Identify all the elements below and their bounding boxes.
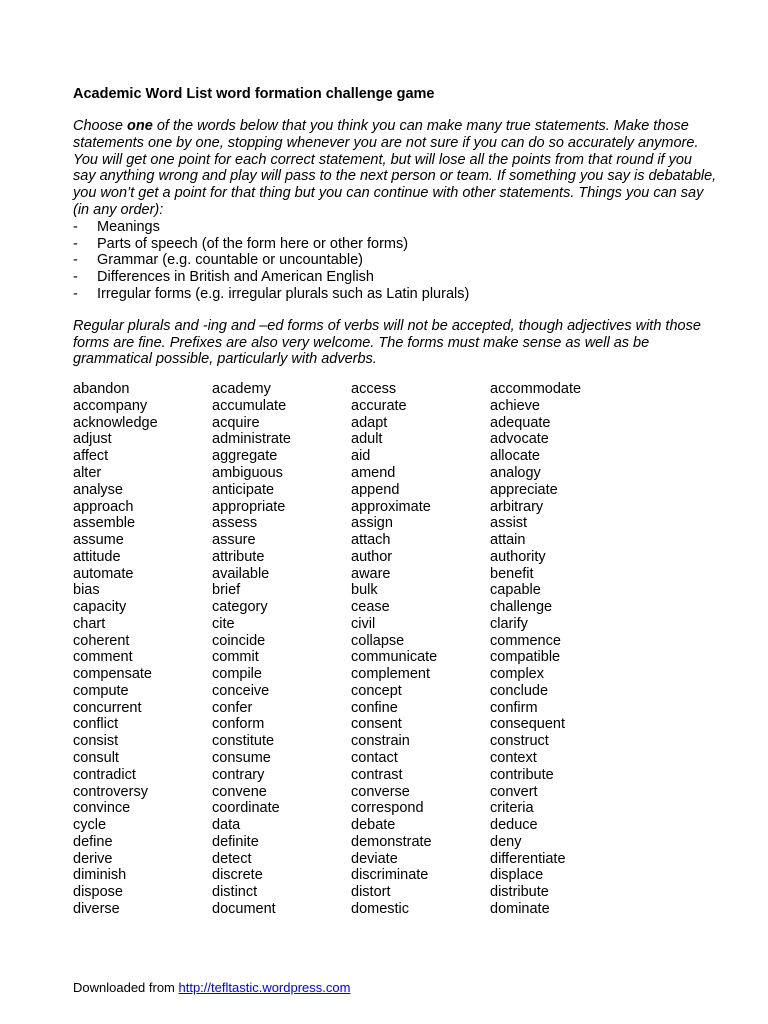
word-item: debate xyxy=(351,817,396,834)
word-item: attain xyxy=(490,532,526,549)
word-item: advocate xyxy=(490,431,549,448)
word-item: consent xyxy=(351,716,402,733)
word-item: displace xyxy=(490,867,544,884)
word-item: constrain xyxy=(351,733,410,750)
statement-types-list xyxy=(73,219,718,303)
word-item: approximate xyxy=(351,498,431,515)
rules-paragraph: Regular plurals and -ing and –ed forms of verbs will not be accepted, though adjectives with those forms are fine. Prefixes are also very welcome. The forms must make sense as well as be grammatical possible, particularly with adverbs. xyxy=(73,317,701,368)
word-item: capable xyxy=(490,582,541,599)
word-item: convince xyxy=(73,800,131,817)
footer-link[interactable]: http://tefltastic.wordpress.com xyxy=(178,980,351,995)
word-item: comment xyxy=(73,649,133,666)
word-item: correspond xyxy=(351,800,424,817)
intro-after: of the words below that you think you can make many true statements. Make those statements one by one, stopping whenever you are not sure if you can do so accurately anymore. You will get one point for each correct statement, but will lose all the points from that round if you say anything wrong and play will pass to the next person or team. If something you say is debatable, you won’t get a point for that thing but you can continue with other statements. Things you can say (in any order): xyxy=(73,118,717,218)
word-item: aid xyxy=(351,448,371,465)
word-item: derive xyxy=(73,850,113,867)
word-item: anticipate xyxy=(212,481,275,498)
word-item: distinct xyxy=(212,884,258,901)
word-item: affect xyxy=(73,448,109,465)
word-item: conform xyxy=(212,716,265,733)
word-item: assure xyxy=(212,532,256,549)
list-marker: - xyxy=(73,252,78,269)
word-item: coincide xyxy=(212,632,266,649)
footer-prefix: Downloaded from xyxy=(73,980,179,995)
word-item: conceive xyxy=(212,682,270,699)
word-item: definite xyxy=(212,833,259,850)
word-item: assume xyxy=(73,532,124,549)
list-item-text: Meanings xyxy=(97,218,160,235)
word-item: category xyxy=(212,599,268,616)
word-item: contrary xyxy=(212,766,265,783)
word-item: concurrent xyxy=(73,699,142,716)
word-item: consume xyxy=(212,750,271,766)
word-item: contact xyxy=(351,750,398,766)
word-item: contribute xyxy=(490,766,554,783)
document-page xyxy=(73,85,718,918)
list-item xyxy=(73,252,718,269)
word-item: adequate xyxy=(490,414,551,431)
word-item: deduce xyxy=(490,817,538,834)
word-item: challenge xyxy=(490,599,553,616)
word-item: abandon xyxy=(73,381,130,398)
word-item: assign xyxy=(351,515,393,532)
word-item: confer xyxy=(212,699,253,716)
word-item: achieve xyxy=(490,397,540,414)
word-item: cycle xyxy=(73,817,107,834)
word-item: deviate xyxy=(351,850,398,867)
word-item: aggregate xyxy=(212,448,278,465)
word-item: administrate xyxy=(212,431,291,448)
word-item: compatible xyxy=(490,649,561,666)
word-item: append xyxy=(351,481,400,498)
word-item: acquire xyxy=(212,414,260,431)
word-item: complex xyxy=(490,666,544,683)
word-item: analyse xyxy=(73,481,123,498)
word-item: accompany xyxy=(73,397,148,414)
list-item xyxy=(73,219,718,236)
word-item: bulk xyxy=(351,582,378,599)
word-grid xyxy=(73,381,718,918)
word-item: accumulate xyxy=(212,397,287,414)
intro-emphasis: one xyxy=(127,118,153,134)
intro-paragraph xyxy=(73,118,718,219)
word-item: amend xyxy=(351,464,396,481)
list-item-text: Grammar (e.g. countable or uncountable) xyxy=(97,252,363,269)
word-item: controversy xyxy=(73,783,148,800)
word-item: attribute xyxy=(212,548,265,565)
word-item: consequent xyxy=(490,716,565,733)
word-item: access xyxy=(351,381,397,398)
word-item: detect xyxy=(212,850,252,867)
word-item: compute xyxy=(73,682,129,699)
list-item-text: Differences in British and American English xyxy=(97,269,374,286)
word-item: context xyxy=(490,750,537,766)
word-item: adapt xyxy=(351,414,388,431)
list-item-text: Parts of speech (of the form here or other forms) xyxy=(97,235,409,252)
word-item: complement xyxy=(351,666,430,683)
word-item: coherent xyxy=(73,632,130,649)
word-item: approach xyxy=(73,498,134,515)
word-item: confine xyxy=(351,699,398,716)
page-title: Academic Word List word formation challenge game xyxy=(73,86,435,102)
word-item: capacity xyxy=(73,599,127,616)
word-item: conflict xyxy=(73,716,119,733)
word-item: discriminate xyxy=(351,867,429,884)
word-item: define xyxy=(73,833,113,850)
word-item: chart xyxy=(73,615,106,632)
word-item: ambiguous xyxy=(212,464,283,481)
intro-before: Choose xyxy=(73,118,128,134)
word-item: consist xyxy=(73,733,119,750)
word-item: collapse xyxy=(351,632,405,649)
word-item: accommodate xyxy=(490,381,582,398)
word-item: allocate xyxy=(490,448,540,465)
list-marker: - xyxy=(73,269,78,286)
word-item: civil xyxy=(351,615,376,632)
list-item-text: Irregular forms (e.g. irregular plurals such as Latin plurals) xyxy=(97,285,470,302)
word-item: arbitrary xyxy=(490,498,544,515)
word-item: assist xyxy=(490,515,528,532)
word-item: bias xyxy=(73,582,100,599)
list-marker: - xyxy=(73,285,78,302)
word-item: clarify xyxy=(490,615,528,632)
word-item: alter xyxy=(73,464,102,481)
word-item: convene xyxy=(212,783,267,800)
word-item: appropriate xyxy=(212,498,286,515)
word-item: brief xyxy=(212,582,241,599)
word-item: discrete xyxy=(212,867,263,884)
word-item: cease xyxy=(351,599,390,616)
word-item: communicate xyxy=(351,649,438,666)
word-item: acknowledge xyxy=(73,414,158,431)
footer xyxy=(73,980,350,996)
word-item: available xyxy=(212,565,270,582)
word-item: contradict xyxy=(73,766,136,783)
word-item: coordinate xyxy=(212,800,280,817)
word-item: attitude xyxy=(73,548,121,565)
word-item: diverse xyxy=(73,900,120,917)
word-item: automate xyxy=(73,565,134,582)
word-item: dominate xyxy=(490,900,550,917)
word-item: distort xyxy=(351,884,391,901)
word-item: conclude xyxy=(490,682,549,699)
list-marker: - xyxy=(73,235,78,252)
word-item: contrast xyxy=(351,766,403,783)
word-item: authority xyxy=(490,548,546,565)
list-item xyxy=(73,269,718,286)
word-item: criteria xyxy=(490,800,534,817)
word-item: author xyxy=(351,548,393,565)
word-item: differentiate xyxy=(490,850,566,867)
word-item: compensate xyxy=(73,666,152,683)
word-item: construct xyxy=(490,733,549,750)
word-item: deny xyxy=(490,833,522,850)
word-item: diminish xyxy=(73,867,127,884)
word-item: attach xyxy=(351,532,391,549)
word-item: assemble xyxy=(73,515,136,532)
word-item: commit xyxy=(212,649,259,666)
word-item: academy xyxy=(212,381,271,398)
word-item: consult xyxy=(73,750,119,766)
word-item: accurate xyxy=(351,397,407,414)
word-item: distribute xyxy=(490,884,549,901)
word-item: dispose xyxy=(73,884,123,901)
word-item: adult xyxy=(351,431,383,448)
word-item: convert xyxy=(490,783,538,800)
list-marker: - xyxy=(73,218,78,235)
word-item: adjust xyxy=(73,431,112,448)
list-item xyxy=(73,236,718,253)
word-item: appreciate xyxy=(490,481,558,498)
word-item: cite xyxy=(212,615,235,632)
word-item: assess xyxy=(212,515,258,532)
word-item: domestic xyxy=(351,900,410,917)
word-item: concept xyxy=(351,682,402,699)
word-item: analogy xyxy=(490,464,541,481)
word-item: constitute xyxy=(212,733,275,750)
word-item: commence xyxy=(490,632,561,649)
word-item: confirm xyxy=(490,699,538,716)
word-item: converse xyxy=(351,783,410,800)
word-item: demonstrate xyxy=(351,833,432,850)
list-item xyxy=(73,286,718,303)
word-item: benefit xyxy=(490,565,534,582)
word-item: document xyxy=(212,900,276,917)
word-item: aware xyxy=(351,565,391,582)
word-item: data xyxy=(212,817,241,834)
word-item: compile xyxy=(212,666,262,683)
